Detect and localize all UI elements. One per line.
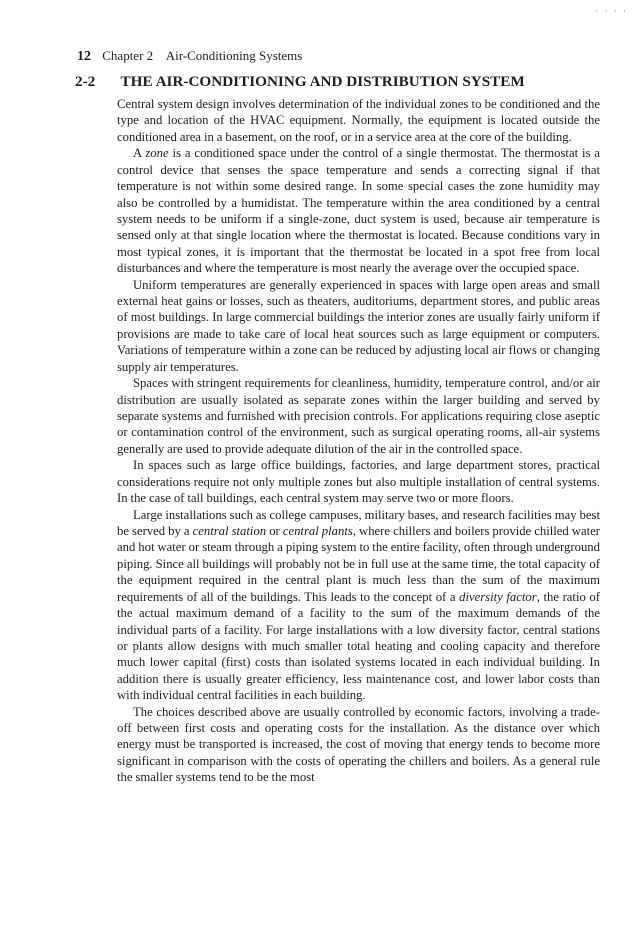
scan-corner-mark: · · · · <box>595 6 628 16</box>
paragraph: Spaces with stringent requirements for cleanliness, humidity, temperature control, and/or air distribution are usually isolated as separate zones within the larger building and served by separate systems and furnished with precision controls. For applications requiring close aseptic or contamination control of the environment, such as surgical operating rooms, all-air systems generally are used to provide adequate dilution of the air in the controlled space. <box>117 376 600 456</box>
italic-term: diversity factor <box>459 589 537 604</box>
text-run: or <box>266 523 283 538</box>
section-title: THE AIR-CONDITIONING AND DISTRIBUTION SYSTEM <box>120 73 525 90</box>
paragraph <box>117 507 600 704</box>
italic-term: central plants <box>282 523 353 538</box>
text-run: , the ratio of the actual maximum demand of a facility to the sum of the maximum demands of the individual parts of a facility. For large installations with a low diversity factor, central stations or plants allow designs with much smaller total heating and cooling capacity and therefore much lower capital (first) costs than isolated systems located in each individual building. In addition there is usually greater efficiency, less maintenance cost, and lower labor costs than with individual central facilities in each building. <box>117 589 600 703</box>
italic-term: zone <box>145 146 169 161</box>
section-heading <box>75 73 615 91</box>
text-run: A <box>133 146 146 161</box>
chapter-title: Air-Conditioning Systems <box>165 48 303 63</box>
paragraph: The choices described above are usually controlled by economic factors, involving a trade-off between first costs and operating costs for the installation. As the distance over which energy must be transported is increased, the cost of moving that energy tends to become more significant in comparison with the costs of operating the chillers and boilers. As a general rule the smaller systems tend to be the most <box>117 704 600 785</box>
chapter-label: Chapter 2 <box>102 48 154 63</box>
body-text <box>117 96 600 786</box>
text-run: Large installations such as college campuses, military bases, and research facilities may best be served by a <box>117 507 600 538</box>
paragraph: Uniform temperatures are generally experienced in spaces with large open areas and small external heat gains or losses, such as theaters, auditoriums, department stores, and public areas of most buildings. In large commercial buildings the interior zones are usually fairly uniform if provisions are made to take care of local heat sources such as large equipment or computers. Variations of temperature within a zone can be reduced by adjusting local air flows or changing supply air temperatures. <box>117 277 600 374</box>
section-number: 2-2 <box>75 73 96 90</box>
paragraph: Central system design involves determination of the individual zones to be conditioned and the type and location of the HVAC equipment. Normally, the equipment is located outside the conditioned area in a basement, on the roof, or in a service area at the core of the building. <box>117 97 600 144</box>
running-header <box>77 48 302 65</box>
page-number: 12 <box>77 49 91 64</box>
text-run: is a conditioned space under the control of a single thermostat. The thermostat is a control device that senses the space temperature and sends a correcting signal if that temperature is not within some desired range. In some special cases the zone humidity may also be controlled by a humidistat. The temperature within the area conditioned by a central system needs to be uniform if a single-zone, duct system is used, because air temperature is sensed only at that single location where the thermostat is located. Because conditions vary in most typical zones, it is important that the thermostat be located in a spot free from local disturbances and where the temperature is most nearly the average over the occupied space. <box>117 146 601 276</box>
paragraph <box>117 145 600 276</box>
text-run: , where chillers and boilers provide chilled water and hot water or steam through a piping system to the entire facility, often through underground piping. Since all buildings will probably not be in full use at the same time, the total capacity of the equipment required in the central plant is much less than the sum of the maximum requirements of all of the buildings. This leads to the concept of a <box>117 523 600 604</box>
paragraph: In spaces such as large office buildings, factories, and large department stores, practical considerations require not only multiple zones but also multiple installation of central systems. In the case of tall buildings, each central system may serve two or more floors. <box>117 458 600 506</box>
italic-term: central station <box>192 523 267 538</box>
